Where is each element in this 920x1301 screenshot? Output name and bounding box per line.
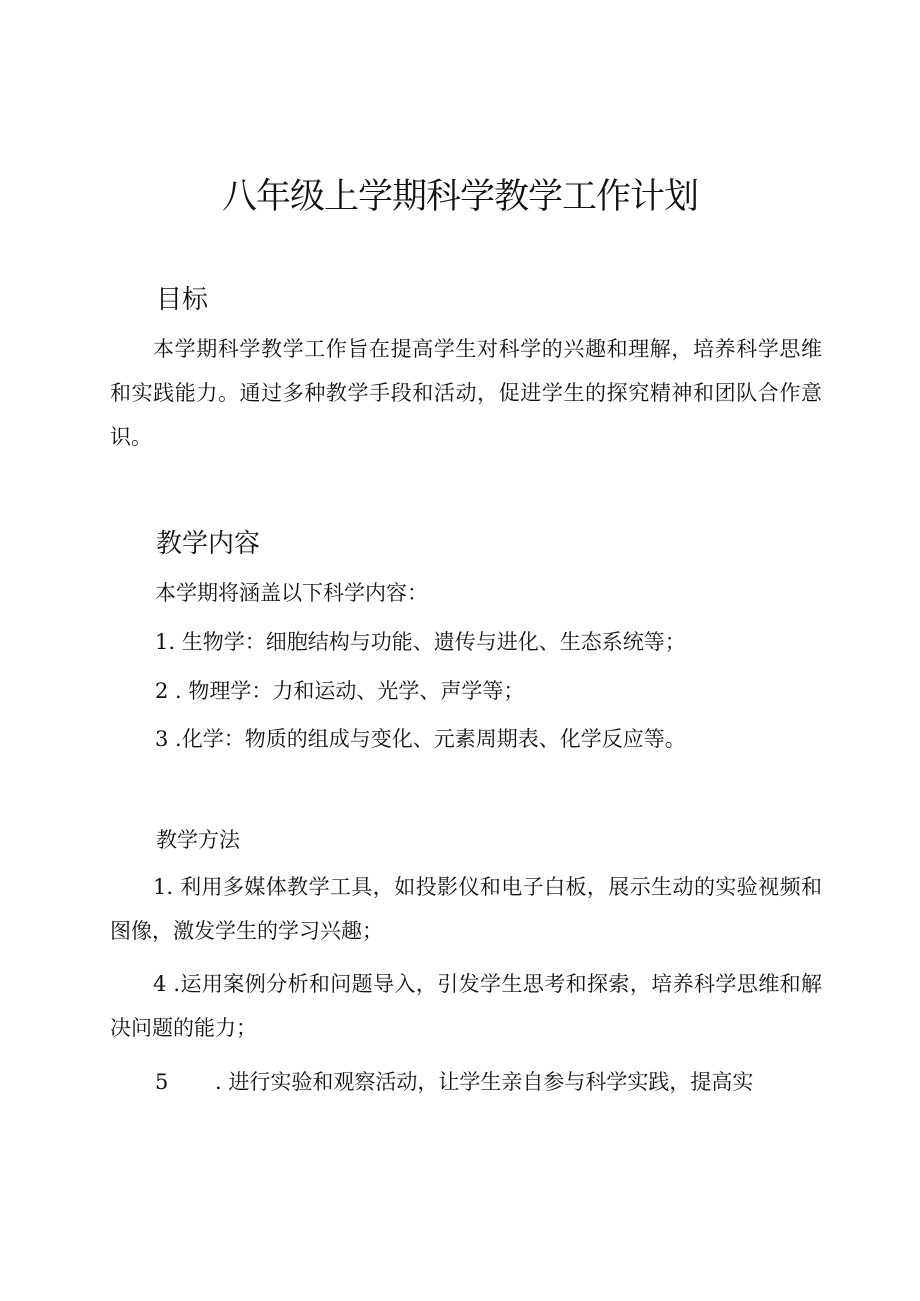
methods-item-5-number: 5	[155, 1070, 169, 1094]
document-title: 八年级上学期科学教学工作计划	[221, 177, 698, 217]
methods-item-5	[155, 1067, 753, 1097]
methods-item-5-text: . 进行实验和观察活动，让学生亲自参与科学实践，提高实	[215, 1070, 754, 1094]
section-heading-methods: 教学方法	[156, 828, 240, 852]
content-intro: 本学期将涵盖以下科学内容：	[155, 581, 428, 605]
section-heading-content: 教学内容	[156, 529, 261, 559]
content-item-1: 1. 生物学：细胞结构与功能、遗传与进化、生态系统等；	[155, 630, 686, 654]
methods-item-1: 1. 利用多媒体教学工具，如投影仪和电子白板，展示生动的实验视频和图像，激发学生的学习兴趣；	[110, 875, 822, 943]
content-item-2: 2 . 物理学：力和运动、光学、声学等；	[155, 679, 525, 703]
goal-paragraph: 本学期科学教学工作旨在提高学生对科学的兴趣和理解，培养科学思维和实践能力。通过多种教学手段和活动，促进学生的探究精神和团队合作意识。	[110, 337, 822, 449]
content-item-3: 3 .化学：物质的组成与变化、元素周期表、化学反应等。	[155, 727, 686, 751]
methods-item-4: 4 .运用案例分析和问题导入，引发学生思考和探索，培养科学思维和解决问题的能力；	[110, 972, 822, 1040]
section-heading-goal: 目标	[156, 285, 209, 315]
